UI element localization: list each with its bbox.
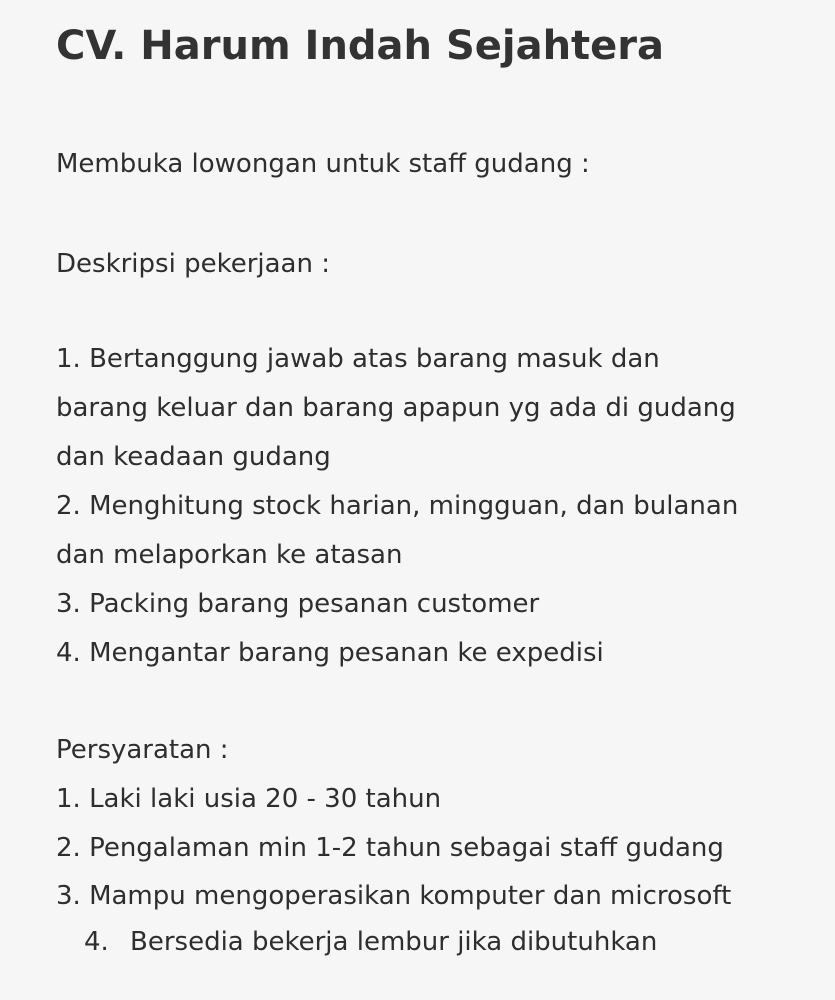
description-line: 3. Packing barang pesanan customer bbox=[56, 589, 540, 619]
description-line: dan keadaan gudang bbox=[56, 442, 331, 472]
job-description-heading: Deskripsi pekerjaan : bbox=[56, 249, 330, 279]
description-line: barang keluar dan barang apapun yg ada di gudang bbox=[56, 393, 736, 423]
description-line: 4. Mengantar barang pesanan ke expedisi bbox=[56, 638, 604, 668]
description-line: dan melaporkan ke atasan bbox=[56, 540, 403, 570]
requirement-line-indented bbox=[84, 922, 657, 962]
requirement-text: Bersedia bekerja lembur jika dibutuhkan bbox=[130, 927, 658, 957]
requirement-line: 1. Laki laki usia 20 - 30 tahun bbox=[56, 784, 442, 814]
description-line: 2. Menghitung stock harian, mingguan, dan bulanan bbox=[56, 491, 739, 521]
requirement-line: 2. Pengalaman min 1-2 tahun sebagai staff gudang bbox=[56, 833, 724, 863]
requirement-number: 4. bbox=[84, 927, 109, 957]
intro-text: Membuka lowongan untuk staff gudang : bbox=[56, 149, 590, 179]
company-title: CV. Harum Indah Sejahtera bbox=[56, 23, 665, 69]
description-line: 1. Bertanggung jawab atas barang masuk dan bbox=[56, 344, 660, 374]
requirement-line: 3. Mampu mengoperasikan komputer dan microsoft bbox=[56, 881, 732, 911]
requirements-heading: Persyaratan : bbox=[56, 735, 229, 765]
